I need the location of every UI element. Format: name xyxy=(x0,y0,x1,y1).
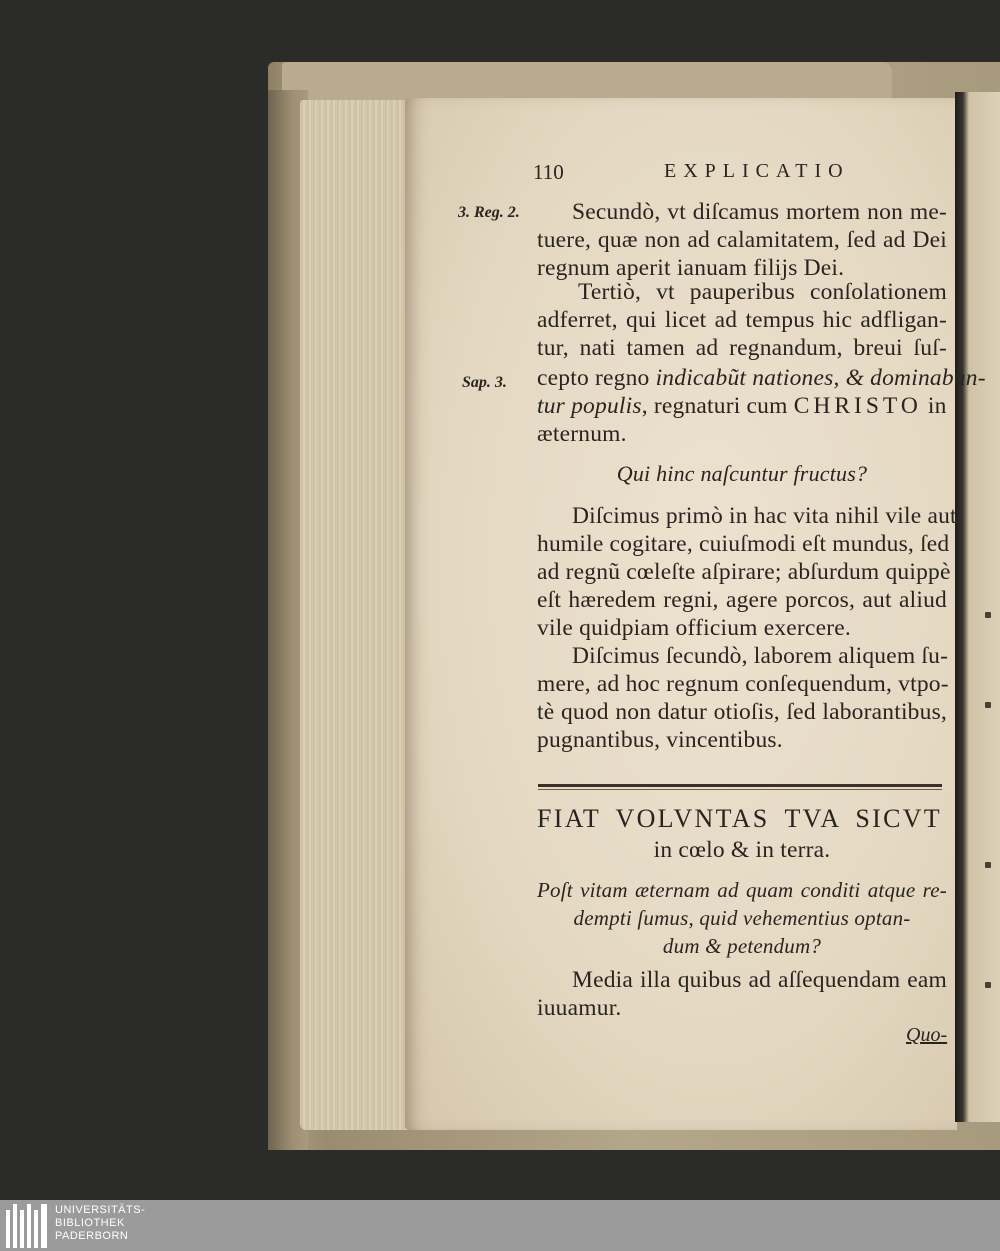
question-heading: Qui hinc naſcuntur fructus? xyxy=(616,461,868,486)
divider-rule-thin xyxy=(538,789,942,790)
text-segment: in xyxy=(927,393,947,419)
text-line: tur, nati tamen ad regnandum, breui ſuſ- xyxy=(537,335,947,361)
library-logo-icon xyxy=(6,1204,48,1248)
text-segment-caps: CHRISTO xyxy=(793,393,922,419)
margin-note: Sap. 3. xyxy=(462,374,507,391)
question-line: Poſt vitam æternam ad quam conditi atque re- xyxy=(537,878,947,902)
question-line: dum & petendum? xyxy=(662,934,822,958)
text-line: Secundò, vt diſcamus mortem non me- xyxy=(572,199,947,225)
text-line xyxy=(537,392,947,420)
logo-line: BIBLIOTHEK xyxy=(55,1217,125,1229)
library-footer xyxy=(0,1200,1000,1251)
page-number: 110 xyxy=(533,160,564,184)
text-line: vile quidpiam officium exercere. xyxy=(537,615,851,641)
text-line xyxy=(537,364,986,392)
text-segment: , regnaturi cum xyxy=(641,393,788,419)
text-line: eſt hæredem regni, agere porcos, aut aliud xyxy=(537,587,947,613)
text-segment-italic: indicabũt nationes, & dominabun- xyxy=(655,365,986,391)
section-subheading: in cœlo & in terra. xyxy=(653,837,831,863)
library-logo-text xyxy=(55,1204,145,1243)
text-line: Diſcimus primò in hac vita nihil vile aut xyxy=(572,503,957,529)
running-title: EXPLICATIO xyxy=(664,160,850,182)
text-line: humile cogitare, cuiuſmodi eſt mundus, ſed xyxy=(537,531,950,557)
text-line: iuuamur. xyxy=(537,995,622,1021)
text-line: ad regnũ cœleſte aſpirare; abſurdum quippè xyxy=(537,559,951,585)
divider-rule xyxy=(538,784,942,787)
text-line: æternum. xyxy=(537,421,627,447)
text-line: Tertiò, vt pauperibus conſolationem xyxy=(578,279,947,305)
text-segment: cepto regno xyxy=(537,365,650,391)
text-line: adferret, qui licet ad tempus hic adfligan- xyxy=(537,307,947,333)
text-line: tuere, quæ non ad calamitatem, ſed ad Dei xyxy=(537,227,947,253)
catchword: Quo- xyxy=(906,1024,948,1046)
logo-line: UNIVERSITÄTS- xyxy=(55,1204,146,1216)
text-line: Diſcimus ſecundò, laborem aliquem ſu- xyxy=(572,643,949,669)
text-line: pugnantibus, vincentibus. xyxy=(537,727,783,753)
section-heading: FIAT VOLVNTAS TVA SICVT xyxy=(537,804,942,833)
text-line: regnum aperit ianuam filijs Dei. xyxy=(537,255,845,281)
text-line: tè quod non datur otioſis, ſed laborantibus, xyxy=(537,699,947,725)
text-segment-italic: tur populis xyxy=(537,393,642,419)
text-line: Media illa quibus ad aſſequendam eam xyxy=(572,967,947,993)
margin-note: 3. Reg. 2. xyxy=(458,204,520,221)
logo-line: PADERBORN xyxy=(55,1230,129,1242)
question-line: dempti ſumus, quid vehementius optan- xyxy=(573,906,911,930)
text-line: mere, ad hoc regnum conſequendum, vtpo- xyxy=(537,671,949,697)
